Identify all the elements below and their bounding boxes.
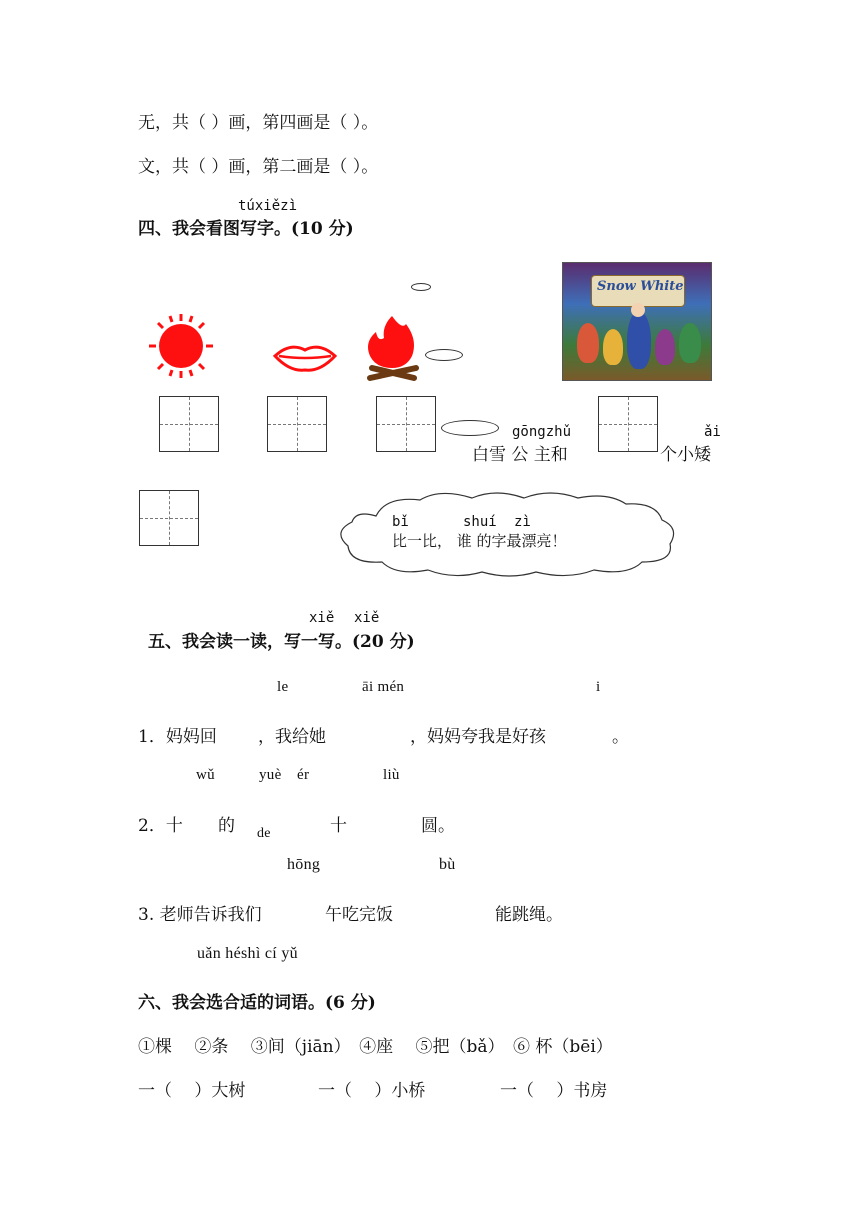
blank-tree: 一（ ）大树 bbox=[138, 1081, 246, 1101]
q2-pinyin-wu: wǔ bbox=[196, 767, 215, 783]
section4-title: 四、我会看图写字。(10 分) bbox=[138, 219, 354, 239]
q1-part-2: ，我给她 bbox=[258, 727, 326, 747]
pinyin-ai: ǎi bbox=[704, 424, 721, 440]
q2-pinyin-er: ér bbox=[297, 767, 310, 783]
small-oval bbox=[411, 283, 431, 291]
writing-box[interactable] bbox=[598, 396, 658, 452]
section5-title: 五、我会读一读，写一写。(20 分) bbox=[148, 632, 415, 652]
writing-box[interactable] bbox=[376, 396, 436, 452]
q1-pinyin-le: le bbox=[277, 679, 289, 695]
cloud-text: 比一比， 谁 的字最漂亮！ bbox=[392, 532, 567, 550]
section6-title: 六、我会选合适的词语。(6 分) bbox=[138, 993, 376, 1013]
q2-pinyin-yue: yuè bbox=[259, 767, 282, 783]
section4-pinyin: túxiězì bbox=[238, 198, 298, 214]
q3-part-3: 能跳绳。 bbox=[495, 905, 563, 925]
cloud-pinyin-bi: bǐ bbox=[392, 514, 409, 530]
section6-pinyin: uǎn héshì cí yǔ bbox=[197, 945, 298, 962]
writing-box[interactable] bbox=[139, 490, 199, 546]
q3-pinyin-bu: bù bbox=[439, 856, 456, 873]
poster-title: Snow White bbox=[597, 279, 684, 294]
snow-white-text-b: 个小矮 bbox=[660, 445, 711, 465]
q3-pinyin-hong: hōng bbox=[287, 856, 321, 873]
sun-picture bbox=[146, 312, 216, 380]
q2-part-1: 2．十 bbox=[138, 816, 183, 836]
q2-pinyin-liu: liù bbox=[383, 767, 400, 783]
q3-part-1: 3. 老师告诉我们 bbox=[138, 905, 262, 925]
small-oval bbox=[425, 349, 463, 361]
q2-part-de: de bbox=[257, 826, 271, 841]
stroke-question-2: 文，共（ ）画，第二画是（ ）。 bbox=[138, 157, 379, 177]
q1-pinyin-aimen: āi mén bbox=[362, 679, 405, 695]
q1-part-3: ，妈妈夸我是好孩 bbox=[410, 727, 546, 747]
q1-pinyin-i: i bbox=[596, 679, 601, 695]
stroke-question-1: 无，共（ ）画，第四画是（ ）。 bbox=[138, 113, 379, 133]
q1-part-4: 。 bbox=[612, 727, 629, 747]
snow-white-text-a: 白雪 公 主和 bbox=[472, 445, 568, 465]
blank-study: 一（ ）书房 bbox=[500, 1081, 608, 1101]
blank-bridge: 一（ ）小桥 bbox=[318, 1081, 426, 1101]
writing-box[interactable] bbox=[267, 396, 327, 452]
cloud-pinyin-zi: zì bbox=[514, 514, 531, 530]
cloud-pinyin-shui: shuí bbox=[463, 514, 497, 530]
mouth-picture bbox=[272, 340, 338, 374]
snow-white-poster bbox=[562, 262, 712, 381]
fire-picture bbox=[362, 312, 424, 382]
q1-part-1: 1．妈妈回 bbox=[138, 727, 217, 747]
section6-options: ①棵 ②条 ③间（jiān） ④座 ⑤把（bǎ） ⑥ 杯（bēi） bbox=[138, 1037, 613, 1057]
q2-part-4: 圆。 bbox=[421, 816, 455, 836]
section5-pinyin-xie-2: xiě bbox=[354, 610, 380, 626]
small-oval bbox=[441, 420, 499, 436]
pinyin-gongzhu: gōngzhǔ bbox=[512, 424, 572, 440]
q2-part-3: 十 bbox=[330, 816, 347, 836]
q2-part-2: 的 bbox=[218, 816, 235, 836]
q3-part-2: 午吃完饭 bbox=[325, 905, 393, 925]
writing-box[interactable] bbox=[159, 396, 219, 452]
section5-pinyin-xie-1: xiě bbox=[309, 610, 335, 626]
